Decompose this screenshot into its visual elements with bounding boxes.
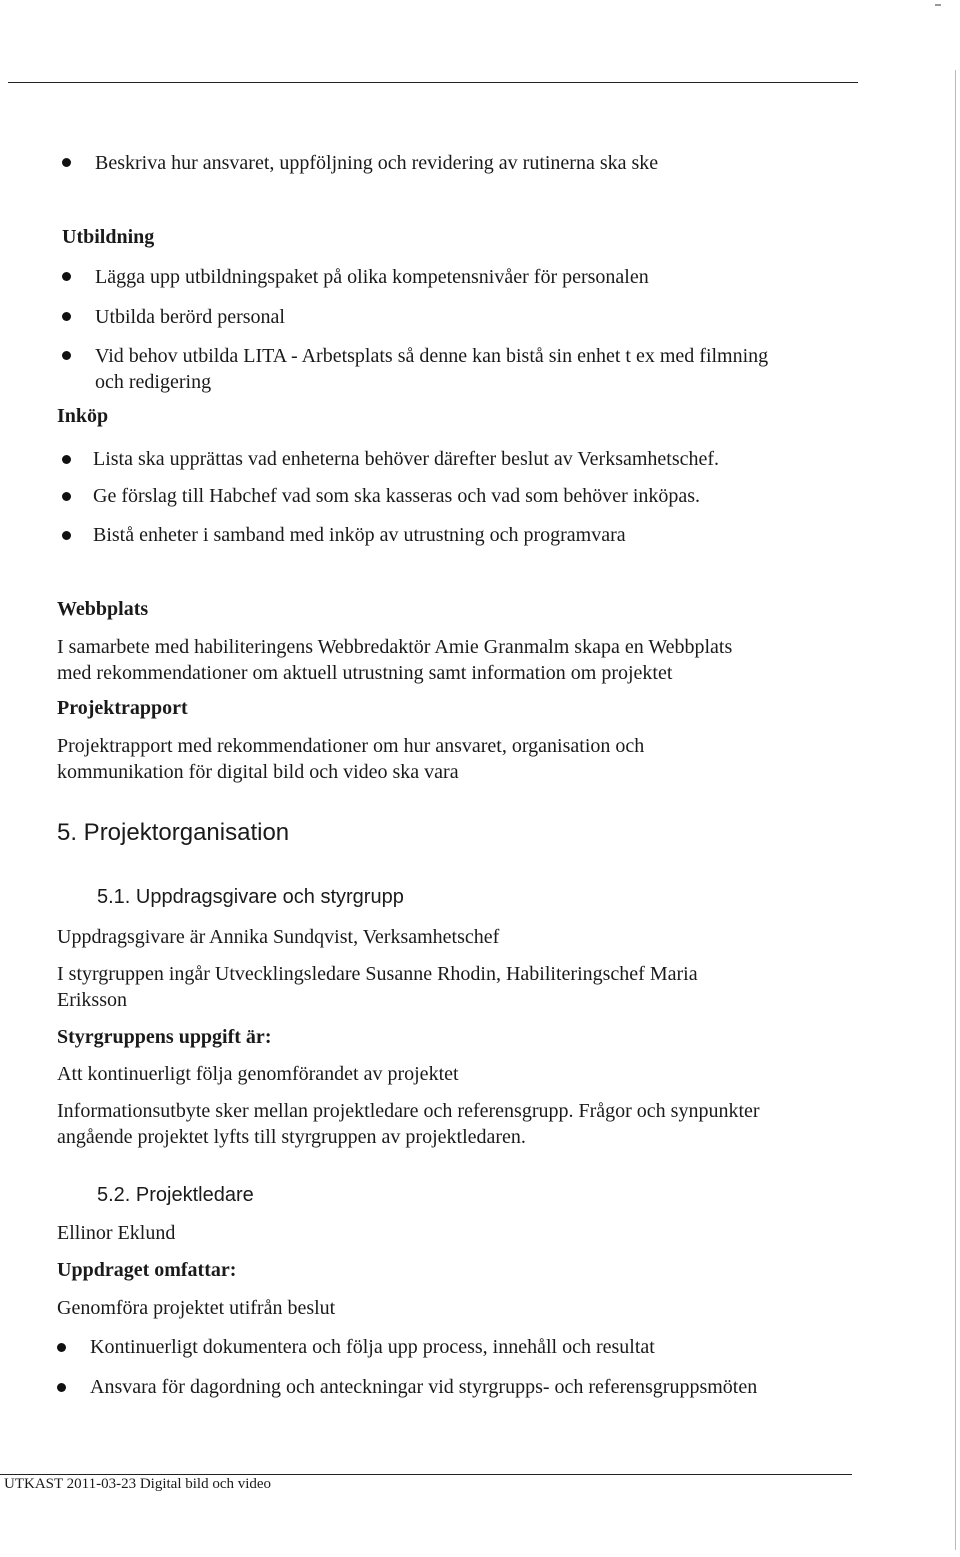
bullet-icon [57,1383,66,1392]
bullet-icon [62,272,71,281]
utbildning-item: Utbilda berörd personal [95,306,285,328]
bullet-icon [62,351,71,360]
utbildning-item-continuation: och redigering [95,371,212,393]
utbildning-item: Lägga upp utbildningspaket på olika kompetensnivåer för personalen [95,266,649,288]
inkop-heading: Inköp [57,405,109,427]
bullet-icon [62,158,71,167]
utbildning-item: Vid behov utbilda LITA - Arbetsplats så denne kan bistå sin enhet t ex med filmning [95,345,769,367]
styrgrupp-line: I styrgruppen ingår Utvecklingsledare Susanne Rhodin, Habiliteringschef Maria [57,963,698,985]
inkop-item: Lista ska upprättas vad enheterna behöver därefter beslut av Verksamhetschef. [93,448,720,470]
bullet-icon [62,531,71,540]
bullet-icon [62,492,71,501]
styrgrupp-task: Att kontinuerligt följa genomförandet av projektet [57,1063,459,1085]
footer-rule [0,1474,852,1475]
uppdraget-intro: Genomföra projektet utifrån beslut [57,1297,336,1319]
footer-text: UTKAST 2011-03-23 Digital bild och video [4,1476,272,1492]
projektledare-name: Ellinor Eklund [57,1222,176,1244]
webbplats-line: I samarbete med habiliteringens Webbredaktör Amie Granmalm skapa en Webbplats [57,636,733,658]
projektrapport-line: Projektrapport med rekommendationer om hur ansvaret, organisation och [57,735,645,757]
page-edge [955,70,956,1550]
projektrapport-heading: Projektrapport [57,697,188,719]
section-5-2-heading: 5.2. Projektledare [97,1184,254,1206]
header-rule [8,82,858,83]
webbplats-heading: Webbplats [57,598,149,620]
uppdragsgivare-line: Uppdragsgivare är Annika Sundqvist, Verksamhetschef [57,926,500,948]
styrgrupp-line: Eriksson [57,989,127,1011]
uppdraget-item: Ansvara för dagordning och anteckningar vid styrgrupps- och referensgruppsmöten [90,1376,758,1398]
projektrapport-line: kommunikation för digital bild och video ska vara [57,761,459,783]
webbplats-line: med rekommendationer om aktuell utrustning samt information om projektet [57,662,673,684]
styrgrupp-task: angående projektet lyfts till styrgruppen av projektledaren. [57,1126,526,1148]
intro-bullet-text: Beskriva hur ansvaret, uppföljning och revidering av rutinerna ska ske [95,152,659,174]
section-5-1-heading: 5.1. Uppdragsgivare och styrgrupp [97,886,404,908]
bullet-icon [57,1343,66,1352]
bullet-icon [62,312,71,321]
utbildning-heading: Utbildning [62,226,155,248]
styrgrupp-task: Informationsutbyte sker mellan projektledare och referensgrupp. Frågor och synpunkter [57,1100,760,1122]
corner-mark [935,4,941,6]
inkop-item: Bistå enheter i samband med inköp av utrustning och programvara [93,524,626,546]
uppdraget-heading: Uppdraget omfattar: [57,1259,237,1281]
bullet-icon [62,455,71,464]
inkop-item: Ge förslag till Habchef vad som ska kasseras och vad som behöver inköpas. [93,485,701,507]
uppdraget-item: Kontinuerligt dokumentera och följa upp process, innehåll och resultat [90,1336,655,1358]
styrgrupp-task-heading: Styrgruppens uppgift är: [57,1026,272,1048]
section-5-heading: 5. Projektorganisation [57,819,290,846]
